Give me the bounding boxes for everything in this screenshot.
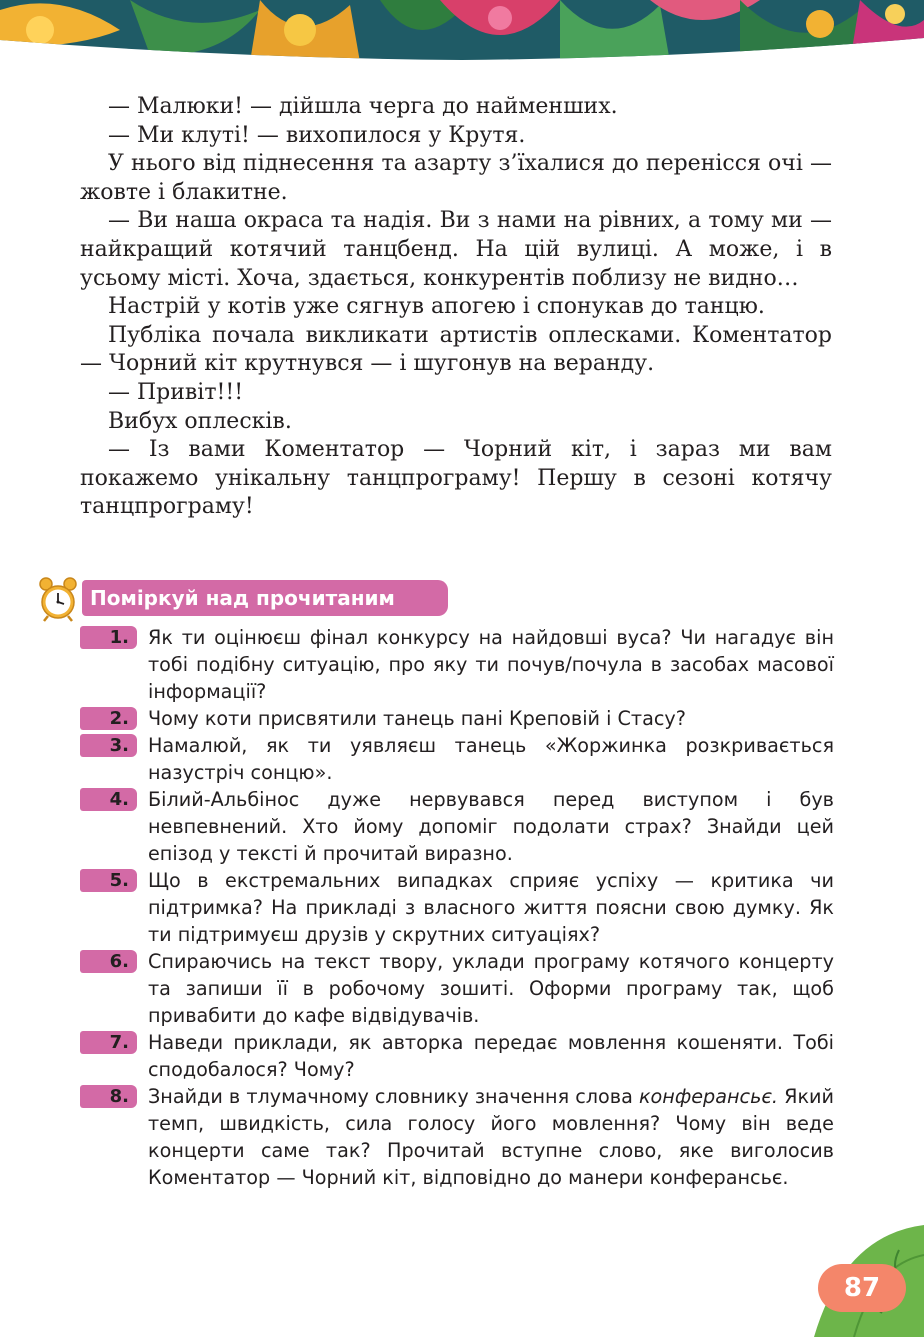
story-paragraph: — Привіт!!! bbox=[108, 379, 244, 405]
question-text: Білий-Альбінос дуже нервувався перед виступом і був невпевнений. Хто йому допоміг подолати страх? Знайди цей епізод у тексті й прочитай виразно. bbox=[148, 788, 834, 865]
page-number: 87 bbox=[818, 1264, 906, 1312]
question-item bbox=[80, 732, 834, 786]
story-paragraph: — Ми клуті! — вихопилося у Крутя. bbox=[108, 122, 526, 148]
question-number-badge: 3. bbox=[80, 734, 137, 757]
question-item bbox=[80, 1029, 834, 1083]
question-number-badge: 1. bbox=[80, 626, 137, 649]
questions-list bbox=[80, 624, 834, 1191]
section-header bbox=[38, 576, 458, 620]
question-item bbox=[80, 786, 834, 867]
question-text: Намалюй, як ти уявляєш танець «Жоржинка розкривається назустріч сонцю». bbox=[148, 734, 834, 784]
story-paragraph: — Із вами Коментатор — Чорний кіт, і зараз ми вам покажемо унікальну танцпрограму! Першу в сезоні котячу танцпрограму! bbox=[80, 437, 832, 520]
dictionary-term: конферансьє. bbox=[638, 1085, 779, 1108]
question-number-badge: 5. bbox=[80, 869, 137, 892]
story-paragraph: Вибух оплесків. bbox=[108, 408, 292, 434]
question-item bbox=[80, 1083, 834, 1191]
question-number-badge: 8. bbox=[80, 1085, 137, 1108]
question-text: Чому коти присвятили танець пані Креповій і Стасу? bbox=[148, 707, 686, 730]
question-number-badge: 4. bbox=[80, 788, 137, 811]
story-text bbox=[80, 93, 832, 522]
question-number-badge: 7. bbox=[80, 1031, 137, 1054]
question-text-part: Який темп, швидкість, сила голосу його мовлення? Чому він веде концерти саме так? Прочитай вступне слово, яке виголосив Коментатор — Чорний кіт, відповідно до манери конферансьє. bbox=[148, 1085, 834, 1189]
question-text bbox=[148, 1083, 834, 1191]
story-paragraph: — Ви наша окраса та надія. Ви з нами на рівних, а тому ми — найкращий котячий танцбенд. На цій вулиці. А може, і в усьому місті. Хоча, здається, конкурентів поблизу не видно… bbox=[80, 208, 832, 291]
question-text: Спираючись на текст твору, уклади програму котячого концерту та запиши її в робочому зошиті. Оформи програму так, щоб привабити до кафе відвідувачів. bbox=[148, 950, 834, 1027]
section-title: Поміркуй над прочитаним bbox=[82, 580, 448, 616]
question-item bbox=[80, 867, 834, 948]
question-item bbox=[80, 948, 834, 1029]
question-text-part: Знайди в тлумачному словнику значення слова bbox=[148, 1085, 639, 1108]
alarm-clock-icon bbox=[38, 576, 78, 622]
story-paragraph: Настрій у котів уже сягнув апогею і спонукав до танцю. bbox=[108, 294, 765, 320]
question-text: Що в екстремальних випадках сприяє успіху — критика чи підтримка? На прикладі з власного життя поясни свою думку. Як ти підтримуєш друзів у скрутних ситуаціях? bbox=[148, 869, 834, 946]
question-text: Наведи приклади, як авторка передає мовлення кошеняти. Тобі сподобалося? Чому? bbox=[148, 1031, 834, 1081]
story-paragraph: — Малюки! — дійшла черга до найменших. bbox=[108, 94, 618, 119]
story-paragraph: Публіка почала викликати артистів оплесками. Коментатор — Чорний кіт крутнувся — і шугонув на веранду. bbox=[80, 322, 832, 377]
question-item bbox=[80, 705, 834, 732]
question-number-badge: 6. bbox=[80, 950, 137, 973]
floral-banner bbox=[0, 0, 924, 62]
question-item bbox=[80, 624, 834, 705]
story-paragraph: У нього від піднесення та азарту з’їхалися до перенісся очі — жовте і блакитне. bbox=[80, 151, 832, 205]
question-number-badge: 2. bbox=[80, 707, 137, 730]
question-text: Як ти оцінюєш фінал конкурсу на найдовші вуса? Чи нагадує він тобі подібну ситуацію, про яку ти почув/почула в засобах масової інформації? bbox=[148, 626, 834, 703]
